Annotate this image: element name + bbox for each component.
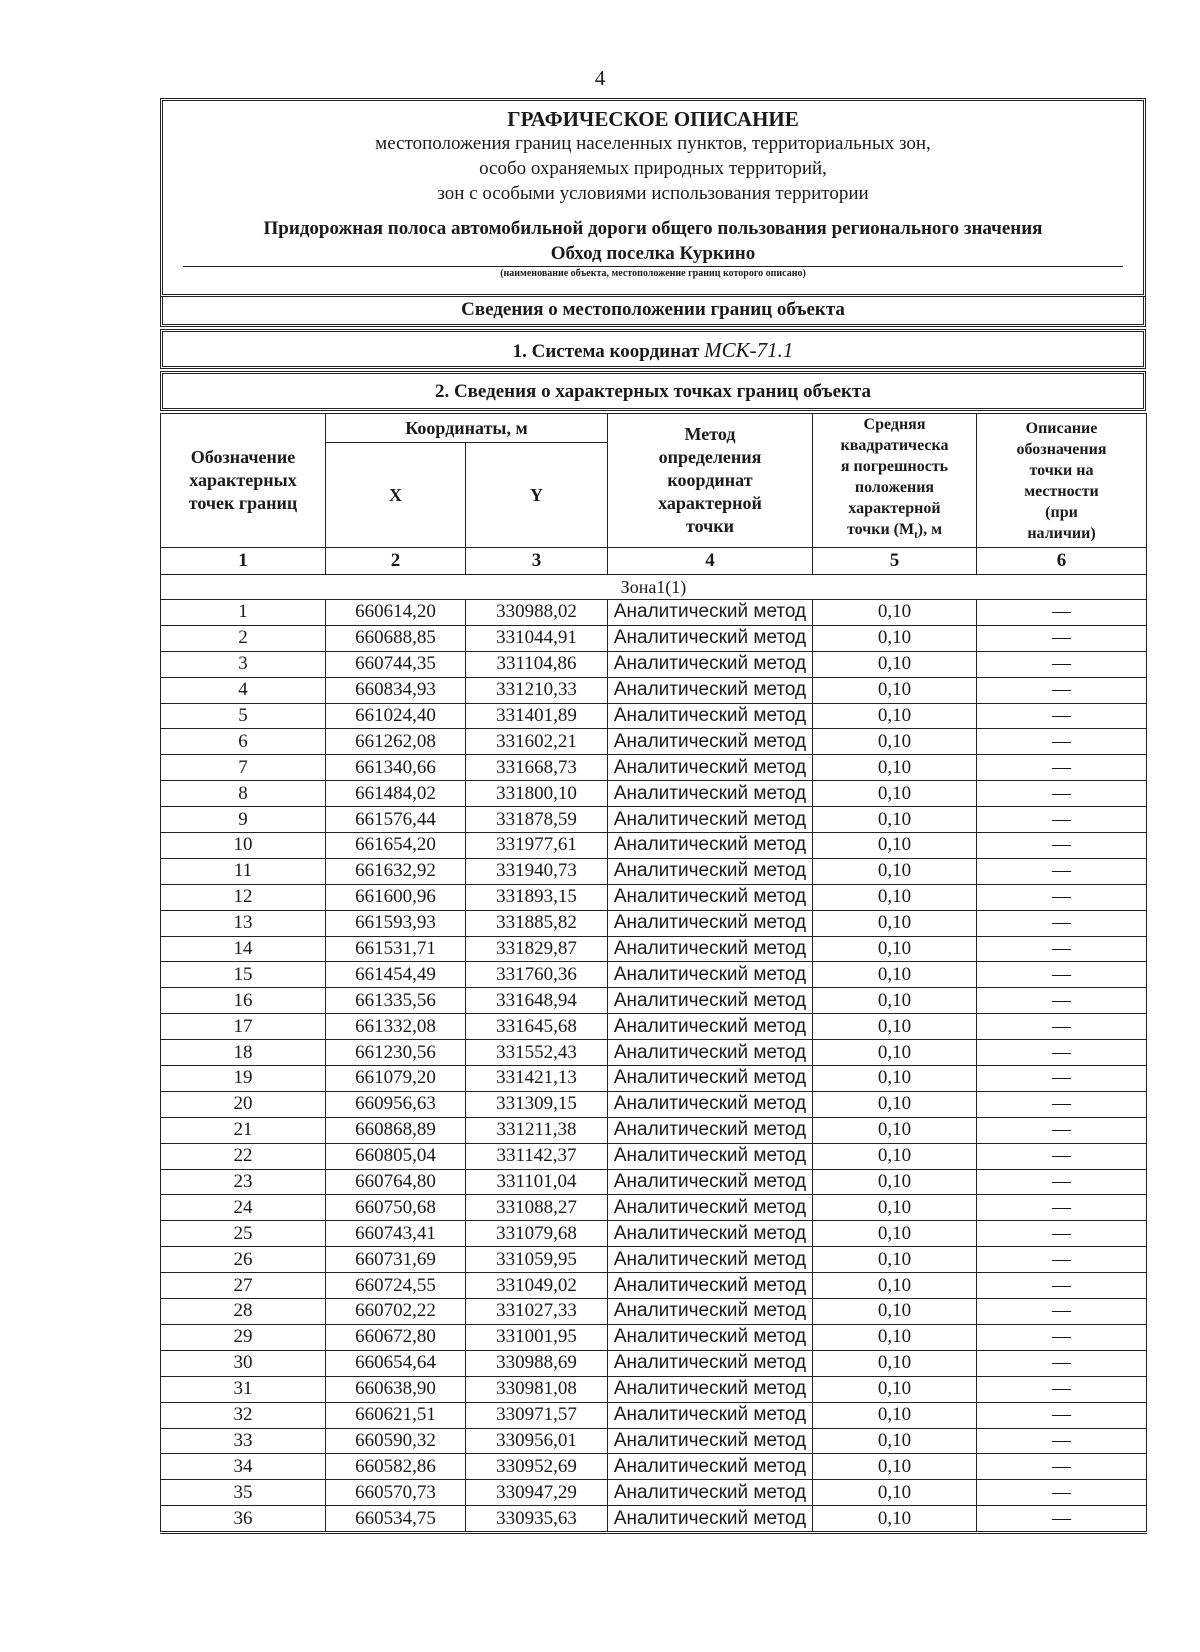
description-cell: — <box>977 1195 1147 1221</box>
location-info-heading: Сведения о местоположении границ объекта <box>160 297 1146 327</box>
subtitle-line: зон с особыми условиями использования территории <box>437 183 869 204</box>
method-cell: Аналитический метод <box>608 1506 813 1533</box>
error-cell: 0,10 <box>813 703 977 729</box>
y-coordinate-cell: 331940,73 <box>466 858 608 884</box>
description-cell: — <box>977 1247 1147 1273</box>
description-cell: — <box>977 1506 1147 1533</box>
y-coordinate-cell: 331059,95 <box>466 1247 608 1273</box>
x-coordinate-cell: 660688,85 <box>326 625 466 651</box>
method-cell: Аналитический метод <box>608 625 813 651</box>
point-number-cell: 28 <box>161 1299 326 1325</box>
point-number-cell: 31 <box>161 1376 326 1402</box>
column-number: 6 <box>977 548 1147 575</box>
y-coordinate-cell: 331101,04 <box>466 1169 608 1195</box>
description-cell: — <box>977 858 1147 884</box>
error-cell: 0,10 <box>813 988 977 1014</box>
column-number: 4 <box>608 548 813 575</box>
error-cell: 0,10 <box>813 625 977 651</box>
error-cell: 0,10 <box>813 1376 977 1402</box>
method-cell: Аналитический метод <box>608 988 813 1014</box>
description-cell: — <box>977 1299 1147 1325</box>
object-name-line: Придорожная полоса автомобильной дороги общего пользования регионального значения <box>263 218 1043 239</box>
error-cell: 0,10 <box>813 651 977 677</box>
error-cell: 0,10 <box>813 1402 977 1428</box>
description-cell: — <box>977 755 1147 781</box>
point-number-cell: 9 <box>161 807 326 833</box>
y-coordinate-cell: 331885,82 <box>466 910 608 936</box>
method-cell: Аналитический метод <box>608 807 813 833</box>
method-cell: Аналитический метод <box>608 1350 813 1376</box>
object-caption: (наименование объекта, местоположение границ которого описано) <box>500 268 806 279</box>
error-cell: 0,10 <box>813 1247 977 1273</box>
column-number: 3 <box>466 548 608 575</box>
document-header <box>160 98 1146 297</box>
description-cell: — <box>977 1324 1147 1350</box>
point-number-cell: 32 <box>161 1402 326 1428</box>
point-number-cell: 23 <box>161 1169 326 1195</box>
method-cell: Аналитический метод <box>608 1402 813 1428</box>
point-number-cell: 36 <box>161 1506 326 1533</box>
subtitle-line: особо охраняемых природных территорий, <box>479 158 827 179</box>
method-cell: Аналитический метод <box>608 1117 813 1143</box>
table-row <box>161 1169 1147 1195</box>
point-number-cell: 17 <box>161 1014 326 1040</box>
y-coordinate-cell: 331104,86 <box>466 651 608 677</box>
x-coordinate-cell: 661335,56 <box>326 988 466 1014</box>
point-number-cell: 30 <box>161 1350 326 1376</box>
x-coordinate-cell: 660654,64 <box>326 1350 466 1376</box>
method-cell: Аналитический метод <box>608 729 813 755</box>
error-cell: 0,10 <box>813 936 977 962</box>
y-coordinate-cell: 330981,08 <box>466 1376 608 1402</box>
point-number-cell: 3 <box>161 651 326 677</box>
point-number-cell: 6 <box>161 729 326 755</box>
x-coordinate-cell: 660672,80 <box>326 1324 466 1350</box>
x-coordinate-cell: 660743,41 <box>326 1221 466 1247</box>
error-cell: 0,10 <box>813 858 977 884</box>
description-cell: — <box>977 1066 1147 1092</box>
method-cell: Аналитический метод <box>608 833 813 859</box>
table-row <box>161 1117 1147 1143</box>
y-coordinate-cell: 330947,29 <box>466 1480 608 1506</box>
x-coordinate-cell: 660570,73 <box>326 1480 466 1506</box>
table-row <box>161 833 1147 859</box>
method-cell: Аналитический метод <box>608 1014 813 1040</box>
point-number-cell: 4 <box>161 677 326 703</box>
table-row <box>161 729 1147 755</box>
method-cell: Аналитический метод <box>608 858 813 884</box>
method-cell: Аналитический метод <box>608 1376 813 1402</box>
x-coordinate-cell: 660702,22 <box>326 1299 466 1325</box>
points-section-heading: 2. Сведения о характерных точках границ объекта <box>160 371 1146 411</box>
y-coordinate-cell: 331645,68 <box>466 1014 608 1040</box>
y-coordinate-cell: 331648,94 <box>466 988 608 1014</box>
error-cell: 0,10 <box>813 1066 977 1092</box>
error-cell: 0,10 <box>813 677 977 703</box>
table-row <box>161 1143 1147 1169</box>
error-cell: 0,10 <box>813 755 977 781</box>
table-body <box>161 548 1147 1533</box>
table-row <box>161 1299 1147 1325</box>
table-row <box>161 677 1147 703</box>
x-coordinate-cell: 660805,04 <box>326 1143 466 1169</box>
y-coordinate-cell: 331088,27 <box>466 1195 608 1221</box>
point-number-cell: 24 <box>161 1195 326 1221</box>
y-coordinate-cell: 331027,33 <box>466 1299 608 1325</box>
point-number-cell: 13 <box>161 910 326 936</box>
description-cell: — <box>977 677 1147 703</box>
x-coordinate-cell: 661079,20 <box>326 1066 466 1092</box>
table-row <box>161 1273 1147 1299</box>
y-coordinate-cell: 331668,73 <box>466 755 608 781</box>
description-cell: — <box>977 1169 1147 1195</box>
zone-label: Зона1(1) <box>161 575 1147 600</box>
column-header-y: Y <box>466 443 608 548</box>
error-cell: 0,10 <box>813 1143 977 1169</box>
point-number-cell: 1 <box>161 600 326 626</box>
y-coordinate-cell: 331001,95 <box>466 1324 608 1350</box>
method-cell: Аналитический метод <box>608 1066 813 1092</box>
description-cell: — <box>977 1091 1147 1117</box>
document-frame <box>160 98 1146 1534</box>
method-cell: Аналитический метод <box>608 1040 813 1066</box>
y-coordinate-cell: 331211,38 <box>466 1117 608 1143</box>
table-row <box>161 755 1147 781</box>
coordinate-system-value: МСК-71.1 <box>704 338 794 362</box>
table-row <box>161 600 1147 626</box>
x-coordinate-cell: 661600,96 <box>326 884 466 910</box>
y-coordinate-cell: 331893,15 <box>466 884 608 910</box>
description-cell: — <box>977 1221 1147 1247</box>
method-cell: Аналитический метод <box>608 703 813 729</box>
x-coordinate-cell: 661531,71 <box>326 936 466 962</box>
method-cell: Аналитический метод <box>608 1247 813 1273</box>
description-cell: — <box>977 936 1147 962</box>
x-coordinate-cell: 661593,93 <box>326 910 466 936</box>
error-cell: 0,10 <box>813 833 977 859</box>
y-coordinate-cell: 331049,02 <box>466 1273 608 1299</box>
description-cell: — <box>977 781 1147 807</box>
point-number-cell: 26 <box>161 1247 326 1273</box>
error-cell: 0,10 <box>813 1454 977 1480</box>
method-cell: Аналитический метод <box>608 1169 813 1195</box>
description-cell: — <box>977 729 1147 755</box>
x-coordinate-cell: 661024,40 <box>326 703 466 729</box>
x-coordinate-cell: 660868,89 <box>326 1117 466 1143</box>
point-number-cell: 29 <box>161 1324 326 1350</box>
x-coordinate-cell: 661484,02 <box>326 781 466 807</box>
y-coordinate-cell: 331602,21 <box>466 729 608 755</box>
y-coordinate-cell: 330952,69 <box>466 1454 608 1480</box>
description-cell: — <box>977 1040 1147 1066</box>
table-row <box>161 1195 1147 1221</box>
y-coordinate-cell: 330956,01 <box>466 1428 608 1454</box>
x-coordinate-cell: 661576,44 <box>326 807 466 833</box>
method-cell: Аналитический метод <box>608 600 813 626</box>
x-coordinate-cell: 660744,35 <box>326 651 466 677</box>
y-coordinate-cell: 331552,43 <box>466 1040 608 1066</box>
method-cell: Аналитический метод <box>608 781 813 807</box>
column-header-designation: Обозначение характерных точек границ <box>161 414 326 548</box>
error-cell: 0,10 <box>813 1014 977 1040</box>
description-cell: — <box>977 988 1147 1014</box>
table-row <box>161 781 1147 807</box>
table-row <box>161 1350 1147 1376</box>
description-cell: — <box>977 1402 1147 1428</box>
object-name-line: Обход поселка Куркино <box>550 243 756 264</box>
x-coordinate-cell: 661454,49 <box>326 962 466 988</box>
description-cell: — <box>977 807 1147 833</box>
y-coordinate-cell: 331878,59 <box>466 807 608 833</box>
y-coordinate-cell: 330988,02 <box>466 600 608 626</box>
error-cell: 0,10 <box>813 729 977 755</box>
column-number-row <box>161 548 1147 575</box>
table-row <box>161 962 1147 988</box>
x-coordinate-cell: 660582,86 <box>326 1454 466 1480</box>
description-cell: — <box>977 1273 1147 1299</box>
method-cell: Аналитический метод <box>608 910 813 936</box>
error-cell: 0,10 <box>813 1195 977 1221</box>
method-cell: Аналитический метод <box>608 677 813 703</box>
table-row <box>161 1376 1147 1402</box>
point-number-cell: 25 <box>161 1221 326 1247</box>
y-coordinate-cell: 331210,33 <box>466 677 608 703</box>
column-number: 2 <box>326 548 466 575</box>
description-cell: — <box>977 1350 1147 1376</box>
description-cell: — <box>977 910 1147 936</box>
error-cell: 0,10 <box>813 962 977 988</box>
column-header-coordinates: Координаты, м <box>326 414 608 443</box>
description-cell: — <box>977 884 1147 910</box>
table-row <box>161 1247 1147 1273</box>
y-coordinate-cell: 330935,63 <box>466 1506 608 1533</box>
x-coordinate-cell: 661332,08 <box>326 1014 466 1040</box>
description-cell: — <box>977 1014 1147 1040</box>
point-number-cell: 2 <box>161 625 326 651</box>
y-coordinate-cell: 330988,69 <box>466 1350 608 1376</box>
description-cell: — <box>977 1480 1147 1506</box>
error-cell: 0,10 <box>813 1324 977 1350</box>
y-coordinate-cell: 330971,57 <box>466 1402 608 1428</box>
error-cell: 0,10 <box>813 1428 977 1454</box>
point-number-cell: 33 <box>161 1428 326 1454</box>
description-cell: — <box>977 1428 1147 1454</box>
point-number-cell: 22 <box>161 1143 326 1169</box>
error-cell: 0,10 <box>813 1273 977 1299</box>
method-cell: Аналитический метод <box>608 1195 813 1221</box>
error-cell: 0,10 <box>813 1117 977 1143</box>
column-number: 5 <box>813 548 977 575</box>
subtitle-line: местоположения границ населенных пунктов, территориальных зон, <box>375 133 931 154</box>
y-coordinate-cell: 331309,15 <box>466 1091 608 1117</box>
x-coordinate-cell: 660764,80 <box>326 1169 466 1195</box>
x-coordinate-cell: 660534,75 <box>326 1506 466 1533</box>
table-row <box>161 1091 1147 1117</box>
error-cell: 0,10 <box>813 1221 977 1247</box>
x-coordinate-cell: 660834,93 <box>326 677 466 703</box>
table-row <box>161 884 1147 910</box>
description-cell: — <box>977 1376 1147 1402</box>
point-number-cell: 7 <box>161 755 326 781</box>
method-cell: Аналитический метод <box>608 1221 813 1247</box>
table-row <box>161 1454 1147 1480</box>
description-cell: — <box>977 600 1147 626</box>
column-header-error: Средняя квадратическа я погрешность положения характерной точки $(M_t)$, м <box>813 414 977 548</box>
y-coordinate-cell: 331401,89 <box>466 703 608 729</box>
error-cell: 0,10 <box>813 1506 977 1533</box>
description-cell: — <box>977 1454 1147 1480</box>
y-coordinate-cell: 331800,10 <box>466 781 608 807</box>
error-cell: 0,10 <box>813 781 977 807</box>
method-cell: Аналитический метод <box>608 962 813 988</box>
object-name <box>163 216 1143 266</box>
method-cell: Аналитический метод <box>608 1143 813 1169</box>
x-coordinate-cell: 661340,66 <box>326 755 466 781</box>
column-header-x: X <box>326 443 466 548</box>
error-cell: 0,10 <box>813 1350 977 1376</box>
table-row <box>161 651 1147 677</box>
point-number-cell: 15 <box>161 962 326 988</box>
point-number-cell: 10 <box>161 833 326 859</box>
table-row <box>161 807 1147 833</box>
method-cell: Аналитический метод <box>608 1480 813 1506</box>
method-cell: Аналитический метод <box>608 1273 813 1299</box>
x-coordinate-cell: 660724,55 <box>326 1273 466 1299</box>
point-number-cell: 5 <box>161 703 326 729</box>
x-coordinate-cell: 661632,92 <box>326 858 466 884</box>
method-cell: Аналитический метод <box>608 651 813 677</box>
x-coordinate-cell: 660638,90 <box>326 1376 466 1402</box>
error-cell: 0,10 <box>813 600 977 626</box>
description-cell: — <box>977 651 1147 677</box>
table-row <box>161 910 1147 936</box>
point-number-cell: 16 <box>161 988 326 1014</box>
x-coordinate-cell: 660750,68 <box>326 1195 466 1221</box>
method-cell: Аналитический метод <box>608 1324 813 1350</box>
method-cell: Аналитический метод <box>608 755 813 781</box>
table-row <box>161 1480 1147 1506</box>
error-cell: 0,10 <box>813 807 977 833</box>
method-cell: Аналитический метод <box>608 1299 813 1325</box>
error-cell: 0,10 <box>813 1299 977 1325</box>
description-cell: — <box>977 833 1147 859</box>
y-coordinate-cell: 331760,36 <box>466 962 608 988</box>
document-title: ГРАФИЧЕСКОЕ ОПИСАНИЕ <box>507 107 799 131</box>
table-row <box>161 1506 1147 1533</box>
y-coordinate-cell: 331977,61 <box>466 833 608 859</box>
x-coordinate-cell: 660731,69 <box>326 1247 466 1273</box>
y-coordinate-cell: 331044,91 <box>466 625 608 651</box>
point-number-cell: 18 <box>161 1040 326 1066</box>
description-cell: — <box>977 962 1147 988</box>
table-row <box>161 1014 1147 1040</box>
table-row <box>161 625 1147 651</box>
x-coordinate-cell: 660590,32 <box>326 1428 466 1454</box>
description-cell: — <box>977 703 1147 729</box>
column-header-method: Метод определения координат характерной точки <box>608 414 813 548</box>
table-row <box>161 703 1147 729</box>
column-header-description: Описание обозначения точки на местности (при наличии) <box>977 414 1147 548</box>
coordinate-system-label: 1. Система координат <box>512 341 700 362</box>
x-coordinate-cell: 661262,08 <box>326 729 466 755</box>
x-coordinate-cell: 660614,20 <box>326 600 466 626</box>
table-row <box>161 936 1147 962</box>
table-row <box>161 1428 1147 1454</box>
x-coordinate-cell: 660956,63 <box>326 1091 466 1117</box>
point-number-cell: 20 <box>161 1091 326 1117</box>
point-number-cell: 12 <box>161 884 326 910</box>
table-row <box>161 988 1147 1014</box>
y-coordinate-cell: 331142,37 <box>466 1143 608 1169</box>
y-coordinate-cell: 331829,87 <box>466 936 608 962</box>
y-coordinate-cell: 331421,13 <box>466 1066 608 1092</box>
error-cell: 0,10 <box>813 1040 977 1066</box>
point-number-cell: 27 <box>161 1273 326 1299</box>
point-number-cell: 19 <box>161 1066 326 1092</box>
method-cell: Аналитический метод <box>608 936 813 962</box>
description-cell: — <box>977 625 1147 651</box>
table-row <box>161 1324 1147 1350</box>
point-number-cell: 35 <box>161 1480 326 1506</box>
error-cell: 0,10 <box>813 1169 977 1195</box>
table-row <box>161 1040 1147 1066</box>
x-coordinate-cell: 661654,20 <box>326 833 466 859</box>
error-cell: 0,10 <box>813 1091 977 1117</box>
description-cell: — <box>977 1117 1147 1143</box>
table-row <box>161 858 1147 884</box>
coordinate-system-heading <box>160 329 1146 369</box>
column-number: 1 <box>161 548 326 575</box>
page-number: 4 <box>594 66 606 90</box>
point-number-cell: 14 <box>161 936 326 962</box>
x-coordinate-cell: 660621,51 <box>326 1402 466 1428</box>
table-row <box>161 1402 1147 1428</box>
method-cell: Аналитический метод <box>608 1091 813 1117</box>
description-cell: — <box>977 1143 1147 1169</box>
point-number-cell: 8 <box>161 781 326 807</box>
boundary-points-table <box>160 413 1147 1534</box>
point-number-cell: 21 <box>161 1117 326 1143</box>
zone-row <box>161 575 1147 600</box>
method-cell: Аналитический метод <box>608 884 813 910</box>
method-cell: Аналитический метод <box>608 1428 813 1454</box>
y-coordinate-cell: 331079,68 <box>466 1221 608 1247</box>
x-coordinate-cell: 661230,56 <box>326 1040 466 1066</box>
table-row <box>161 1221 1147 1247</box>
error-cell: 0,10 <box>813 910 977 936</box>
point-number-cell: 11 <box>161 858 326 884</box>
method-cell: Аналитический метод <box>608 1454 813 1480</box>
error-cell: 0,10 <box>813 1480 977 1506</box>
table-row <box>161 1066 1147 1092</box>
point-number-cell: 34 <box>161 1454 326 1480</box>
error-cell: 0,10 <box>813 884 977 910</box>
